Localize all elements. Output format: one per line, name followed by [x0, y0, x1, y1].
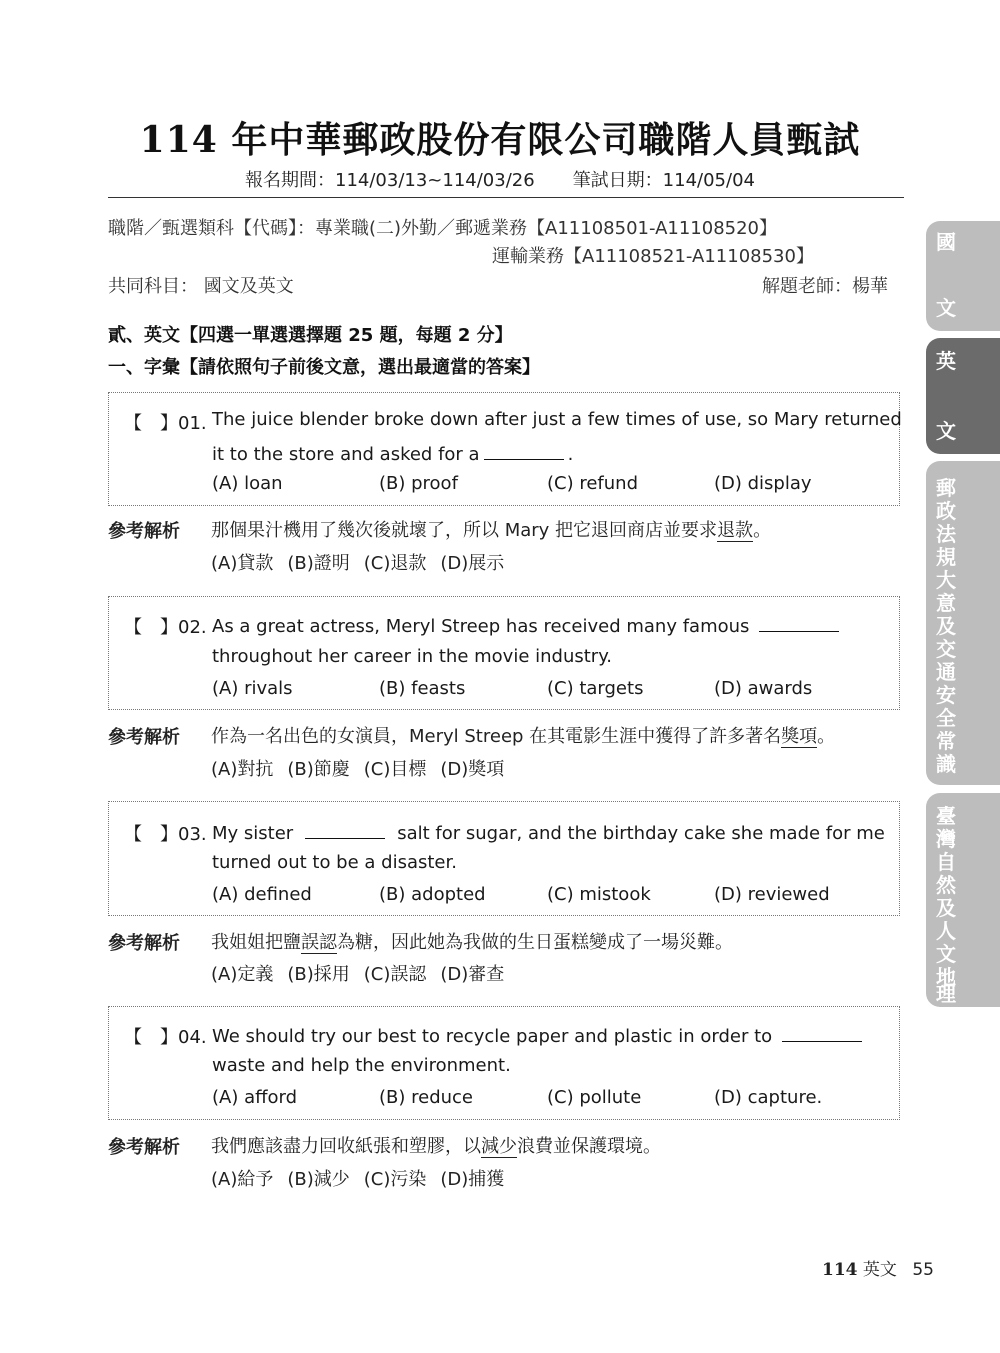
tab-char: 常 [936, 729, 956, 753]
footer-subject: 英文 [862, 1260, 897, 1280]
question-text-line-1: My sister salt for sugar, and the birthday cake she made for me [212, 820, 885, 844]
tab-char: 地 [936, 965, 956, 989]
answer-blank [305, 820, 385, 839]
question-box-4 [108, 1006, 900, 1120]
explanation-label: 參考解析 [108, 727, 180, 748]
tab-char: 通 [936, 660, 956, 684]
tab-char: 交 [936, 637, 956, 661]
tab-char: 自 [936, 850, 956, 874]
option-a: (A) loan [212, 473, 283, 494]
explanation-label: 參考解析 [108, 521, 180, 542]
explanation-label: 參考解析 [108, 1137, 180, 1158]
tab-char: 及 [936, 614, 956, 638]
option-c: (C) targets [547, 678, 644, 699]
tab-chinese[interactable] [926, 221, 1000, 331]
option-c: (C) refund [547, 473, 638, 494]
registration-period: 報名期間：114/03/13~114/03/26 [245, 170, 535, 191]
teacher-line: 解題老師：楊華 [762, 276, 888, 297]
option-d: (D) reviewed [714, 884, 830, 905]
tab-char: 然 [936, 873, 956, 897]
option-b: (B) reduce [379, 1087, 473, 1108]
question-number: 【 】04. [124, 1027, 207, 1048]
tab-char: 灣 [936, 827, 956, 851]
question-box-1 [108, 392, 900, 506]
header-divider [108, 197, 904, 198]
exam-dates [0, 166, 1000, 192]
tab-char: 大 [936, 568, 956, 592]
section-subheading: 一、字彙【請依照句子前後文意，選出最適當的答案】 [108, 357, 540, 378]
category-line-1: 職階／甄選類科【代碼】：專業職(二)外勤／郵遞業務【A11108501-A11108520】 [108, 218, 778, 239]
tab-char: 臺 [936, 804, 956, 828]
tab-char: 理 [936, 982, 956, 1006]
question-text-line-2: turned out to be a disaster. [212, 852, 457, 873]
explanation-options: (A)定義 (B)採用 (C)誤認 (D)審查 [211, 964, 505, 985]
tab-char: 政 [936, 499, 956, 523]
question-text-line-1: We should try our best to recycle paper and plastic in order to [212, 1023, 866, 1047]
question-text-line-1: As a great actress, Meryl Streep has received many famous [212, 613, 843, 637]
explanation-text: 作為一名出色的女演員，Meryl Streep 在其電影生涯中獲得了許多著名獎項。 [211, 726, 836, 747]
option-a: (A) rivals [212, 678, 293, 699]
explanation-text: 那個果汁機用了幾次後就壞了，所以 Mary 把它退回商店並要求退款。 [211, 520, 772, 541]
page-title: 114 年中華郵政股份有限公司職階人員甄試 [139, 119, 861, 161]
tab-char: 安 [936, 683, 956, 707]
tab-taiwan-geography[interactable] [926, 793, 1000, 1007]
tab-char: 國 [936, 230, 956, 254]
option-d: (D) awards [714, 678, 813, 699]
question-text-line-2: throughout her career in the movie industry. [212, 646, 613, 667]
page-footer [822, 1255, 934, 1280]
option-c: (C) pollute [547, 1087, 642, 1108]
tab-char: 全 [936, 706, 956, 730]
question-box-2 [108, 596, 900, 710]
tab-char: 文 [936, 296, 956, 320]
answer-blank [759, 613, 839, 632]
tab-char: 人 [936, 919, 956, 943]
category-line-2: 運輸業務【A11108521-A11108530】 [492, 246, 814, 267]
option-d: (D) display [714, 473, 812, 494]
explanation-options: (A)貸款 (B)證明 (C)退款 (D)展示 [211, 553, 505, 574]
question-text-line-1: The juice blender broke down after just a few times of use, so Mary returned [212, 409, 902, 430]
tab-char: 英 [936, 349, 956, 373]
explanation-text: 我們應該盡力回收紙張和塑膠，以減少浪費並保護環境。 [211, 1136, 661, 1157]
tab-char: 規 [936, 545, 956, 569]
tab-char: 意 [936, 591, 956, 615]
tab-char: 郵 [936, 476, 956, 500]
option-b: (B) feasts [379, 678, 466, 699]
explanation-options: (A)對抗 (B)節慶 (C)目標 (D)獎項 [211, 759, 505, 780]
answer-blank [782, 1023, 862, 1042]
question-number: 【 】02. [124, 617, 207, 638]
option-d: (D) capture. [714, 1087, 823, 1108]
exam-date: 筆試日期：114/05/04 [572, 170, 755, 191]
tab-postal-law[interactable] [926, 461, 1000, 785]
explanation-text: 我姐姐把鹽誤認為糖，因此她為我做的生日蛋糕變成了一場災難。 [211, 932, 733, 953]
tab-char: 及 [936, 896, 956, 920]
tab-char: 法 [936, 522, 956, 546]
question-text-line-2: waste and help the environment. [212, 1055, 511, 1076]
tab-char: 識 [936, 752, 956, 776]
option-b: (B) adopted [379, 884, 486, 905]
tab-english[interactable] [926, 338, 1000, 454]
page-number: 55 [912, 1260, 934, 1280]
explanation-label: 參考解析 [108, 933, 180, 954]
option-c: (C) mistook [547, 884, 651, 905]
option-a: (A) afford [212, 1087, 298, 1108]
footer-year: 114 [822, 1260, 858, 1280]
question-number: 【 】03. [124, 824, 207, 845]
section-heading: 貳、英文【四選一單選選擇題 25 題，每題 2 分】 [108, 325, 513, 346]
tab-char: 文 [936, 942, 956, 966]
option-a: (A) defined [212, 884, 312, 905]
question-number: 【 】01. [124, 413, 207, 434]
tab-char: 文 [936, 419, 956, 443]
answer-blank [484, 441, 564, 460]
option-b: (B) proof [379, 473, 458, 494]
explanation-options: (A)給予 (B)減少 (C)污染 (D)捕獲 [211, 1169, 505, 1190]
question-text-line-2: it to the store and asked for a . [212, 441, 573, 465]
subject-line: 共同科目： 國文及英文 [108, 276, 294, 297]
question-box-3 [108, 801, 900, 916]
